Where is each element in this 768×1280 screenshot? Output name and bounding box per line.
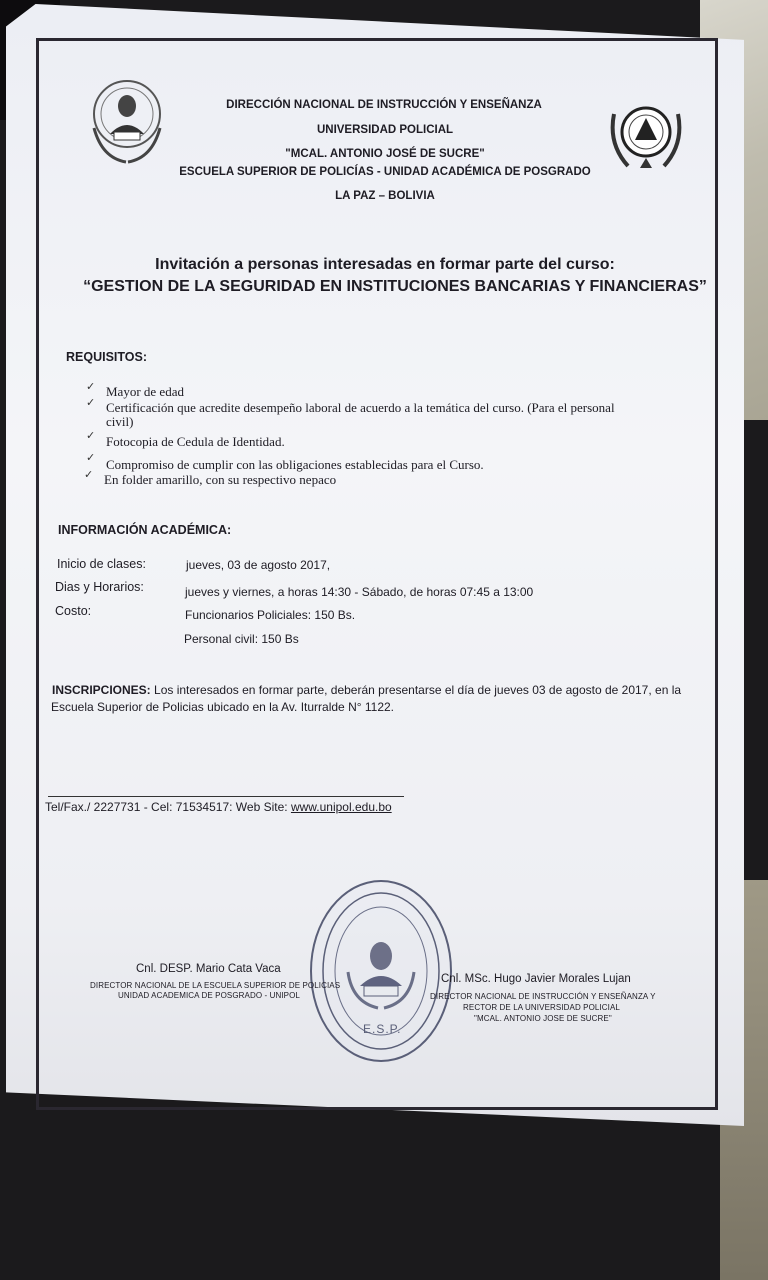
- cost-officers-label: Funcionarios Policiales: [185, 608, 308, 622]
- invitation-title: Invitación a personas interesadas en formar parte del curso:: [155, 256, 615, 273]
- check-icon: ✓: [86, 381, 96, 393]
- course-title: “GESTION DE LA SEGURIDAD EN INSTITUCIONES BANCARIAS Y FINANCIERAS”: [83, 278, 707, 295]
- contact-phones: Tel/Fax./ 2227731 - Cel: 71534517: Web Site:: [45, 800, 291, 814]
- cost-civilians-label: Personal civil: [184, 632, 255, 646]
- cost-civilians-value: : 150 Bs: [254, 632, 299, 646]
- left-signatory-name: Cnl. DESP. Mario Cata Vaca: [136, 963, 281, 975]
- check-icon: ✓: [86, 452, 96, 464]
- left-signatory-title2: UNIDAD ACADEMICA DE POSGRADO - UNIPOL: [118, 991, 300, 1000]
- stamp-label: E.S.P.: [363, 1022, 402, 1036]
- check-icon: ✓: [86, 430, 96, 442]
- requirement-item: Fotocopia de Cedula de Identidad.: [106, 434, 285, 449]
- right-signatory-title1: DIRECTOR NACIONAL DE INSTRUCCIÓN Y ENSEÑANZA Y: [430, 992, 656, 1001]
- cost-civilians: [184, 632, 299, 646]
- start-label: Inicio de clases:: [57, 557, 146, 571]
- start-value: jueves, 03 de agosto 2017,: [186, 558, 331, 572]
- requirements-heading: REQUISITOS:: [66, 350, 148, 364]
- registration-line1: [52, 683, 681, 697]
- registration-label: INSCRIPCIONES:: [52, 683, 151, 697]
- header-university: UNIVERSIDAD POLICIAL: [316, 124, 454, 136]
- right-signatory-title2: RECTOR DE LA UNIVERSIDAD POLICIAL: [463, 1003, 620, 1012]
- contact-info: [45, 800, 392, 814]
- cost-officers-value: : 150 Bs.: [307, 608, 356, 622]
- requirement-item: Mayor de edad: [106, 384, 184, 399]
- right-signatory-title3: "MCAL. ANTONIO JOSE DE SUCRE": [474, 1014, 612, 1023]
- cost-officers: [185, 608, 355, 622]
- schedule-value: jueves y viernes, a horas 14:30 - Sábado, de horas 07:45 a 13:00: [185, 585, 534, 599]
- schedule-label: Dias y Horarios:: [55, 580, 144, 594]
- cost-label: Costo:: [55, 604, 92, 618]
- police-academy-logo: [606, 94, 686, 176]
- header-marshal: "MCAL. ANTONIO JOSÉ DE SUCRE": [285, 148, 485, 160]
- official-stamp: [310, 880, 452, 1062]
- right-signatory-name: Cnl. MSc. Hugo Javier Morales Lujan: [441, 973, 631, 985]
- website-link[interactable]: www.unipol.edu.bo: [290, 800, 392, 814]
- requirement-item-cont: civil): [106, 414, 134, 429]
- left-signatory-title1: DIRECTOR NACIONAL DE LA ESCUELA SUPERIOR DE POLICIAS: [90, 981, 341, 990]
- contact-divider: [48, 796, 404, 797]
- header-school: ESCUELA SUPERIOR DE POLICÍAS - UNIDAD ACADÉMICA DE POSGRADO: [179, 166, 591, 178]
- check-icon: ✓: [86, 397, 96, 409]
- academic-info-heading: INFORMACIÓN ACADÉMICA:: [58, 523, 232, 537]
- check-icon: ✓: [84, 469, 94, 481]
- registration-text: Los interesados en formar parte, deberán presentarse el día de jueves 03 de agosto de 2017, en la: [150, 683, 682, 697]
- header-location: LA PAZ – BOLIVIA: [335, 190, 435, 202]
- requirement-item: En folder amarillo, con su respectivo nepaco: [104, 472, 337, 487]
- header-direction: DIRECCIÓN NACIONAL DE INSTRUCCIÓN Y ENSEÑANZA: [226, 99, 542, 111]
- registration-line2: Escuela Superior de Policias ubicado en la Av. Iturralde N° 1122.: [51, 700, 395, 714]
- police-university-logo: [88, 72, 166, 168]
- requirement-item: Certificación que acredite desempeño laboral de acuerdo a la temática del curso. (Para el personal: [106, 400, 615, 415]
- requirement-item: Compromiso de cumplir con las obligaciones establecidas para el Curso.: [106, 457, 484, 472]
